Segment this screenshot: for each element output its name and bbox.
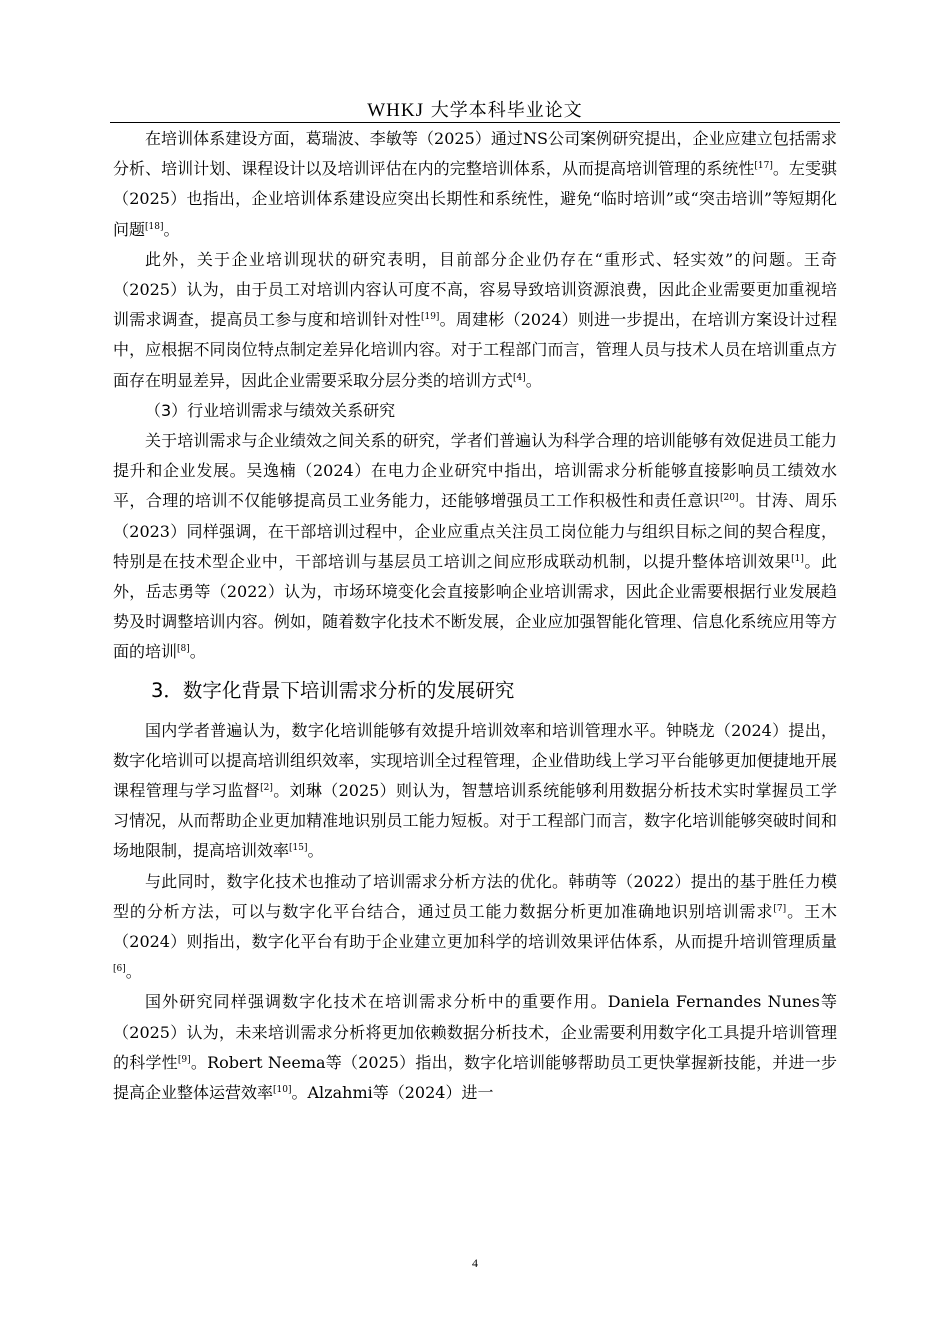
citation: [4] <box>513 372 526 383</box>
citation: [10] <box>273 1085 292 1096</box>
paragraph-performance-relation: 关于培训需求与企业绩效之间关系的研究，学者们普遍认为科学合理的培训能够有效促进员工能力提升和企业发展。吴逸楠（2024）在电力企业研究中指出，培训需求分析能够直接影响员工绩效水平，合理的培训不仅能够提高员工业务能力，还能够增强员工工作积极性和责任意识[20]。甘涛、周乐（2023）同样强调，在干部培训过程中，企业应重点关注员工岗位能力与组织目标之间的契合程度，特别是在技术型企业中，干部培训与基层员工培训之间应形成联动机制，以提升整体培训效果[1]。此外，岳志勇等（2022）认为，市场环境变化会直接影响企业培训需求，因此企业需要根据行业发展趋势及时调整培训内容。例如，随着数字化技术不断发展，企业应加强智能化管理、信息化系统应用等方面的培训[8]。 <box>113 431 837 662</box>
citation: [18] <box>145 221 164 232</box>
citation: [2] <box>260 783 273 794</box>
citation: [15] <box>289 843 308 854</box>
paragraph-domestic-digital: 国内学者普遍认为，数字化培训能够有效提升培训效率和培训管理水平。钟晓龙（2024）提出，数字化培训可以提高培训组织效率，实现培训全过程管理，企业借助线上学习平台能够更加便捷地开展课程管理与学习监督[2]。刘琳（2025）则认为，智慧培训系统能够利用数据分析技术实时掌握员工学习情况，从而帮助企业更加精准地识别员工能力短板。对于工程部门而言，数字化培训能够突破时间和场地限制，提高培训效率[15]。 <box>113 720 837 861</box>
paragraph-training-status: 此外，关于企业培训现状的研究表明，目前部分企业仍存在“重形式、轻实效”的问题。王奇（2025）认为，由于员工对培训内容认可度不高，容易导致培训资源浪费，因此企业需要更加重视培训需求调查，提高员工参与度和培训针对性[19]。周建彬（2024）则进一步提出，在培训方案设计过程中，应根据不同岗位特点制定差异化培训内容。对于工程部门而言，管理人员与技术人员在培训重点方面存在明显差异，因此企业需要采取分层分类的培训方式[4]。 <box>113 249 837 390</box>
citation: [8] <box>177 644 190 655</box>
citation: [20] <box>720 493 739 504</box>
paragraph-training-system: 在培训体系建设方面，葛瑞波、李敏等（2025）通过NS公司案例研究提出，企业应建立包括需求分析、培训计划、课程设计以及培训评估在内的完整培训体系，从而提高培训管理的系统性[17]。左雯骐（2025）也指出，企业培训体系建设应突出长期性和系统性，避免“临时培训”或“突击培训”等短期化问题[18]。 <box>113 129 837 239</box>
header-rule <box>110 122 840 123</box>
page-header <box>110 96 840 122</box>
section-heading-3: 3．数字化背景下培训需求分析的发展研究 <box>151 678 515 702</box>
citation: [17] <box>754 161 773 172</box>
paragraph-method-optimization: 与此同时，数字化技术也推动了培训需求分析方法的优化。韩萌等（2022）提出的基于胜任力模型的分析方法，可以与数字化平台结合，通过员工能力数据分析更加准确地识别培训需求[7]。王木（2024）则指出，数字化平台有助于企业建立更加科学的培训效果评估体系，从而提升培训管理质量[6]。 <box>113 871 837 982</box>
citation: [7] <box>773 903 787 914</box>
header-latin: WHKJ <box>367 100 425 121</box>
citation: [6] <box>113 964 126 975</box>
document-body <box>113 124 837 1108</box>
paragraph-foreign-research: 国外研究同样强调数字化技术在培训需求分析中的重要作用。Daniela Fernandes Nunes等（2025）认为，未来培训需求分析将更加依赖数据分析技术，企业需要利用数字化工具提升培训管理的科学性[9]。Robert Neema等（2025）指出，数字化培训能够帮助员工更快掌握新技能，并进一步提高企业整体运营效率[10]。Alzahmi等（2024）进一 <box>113 992 837 1103</box>
header-title: 大学本科毕业论文 <box>430 100 583 121</box>
citation: [19] <box>420 312 440 323</box>
subheading-3: （3）行业培训需求与绩效关系研究 <box>145 400 396 420</box>
citation: [1] <box>791 553 804 564</box>
page-number: 4 <box>472 1256 478 1270</box>
citation: [9] <box>177 1054 191 1065</box>
